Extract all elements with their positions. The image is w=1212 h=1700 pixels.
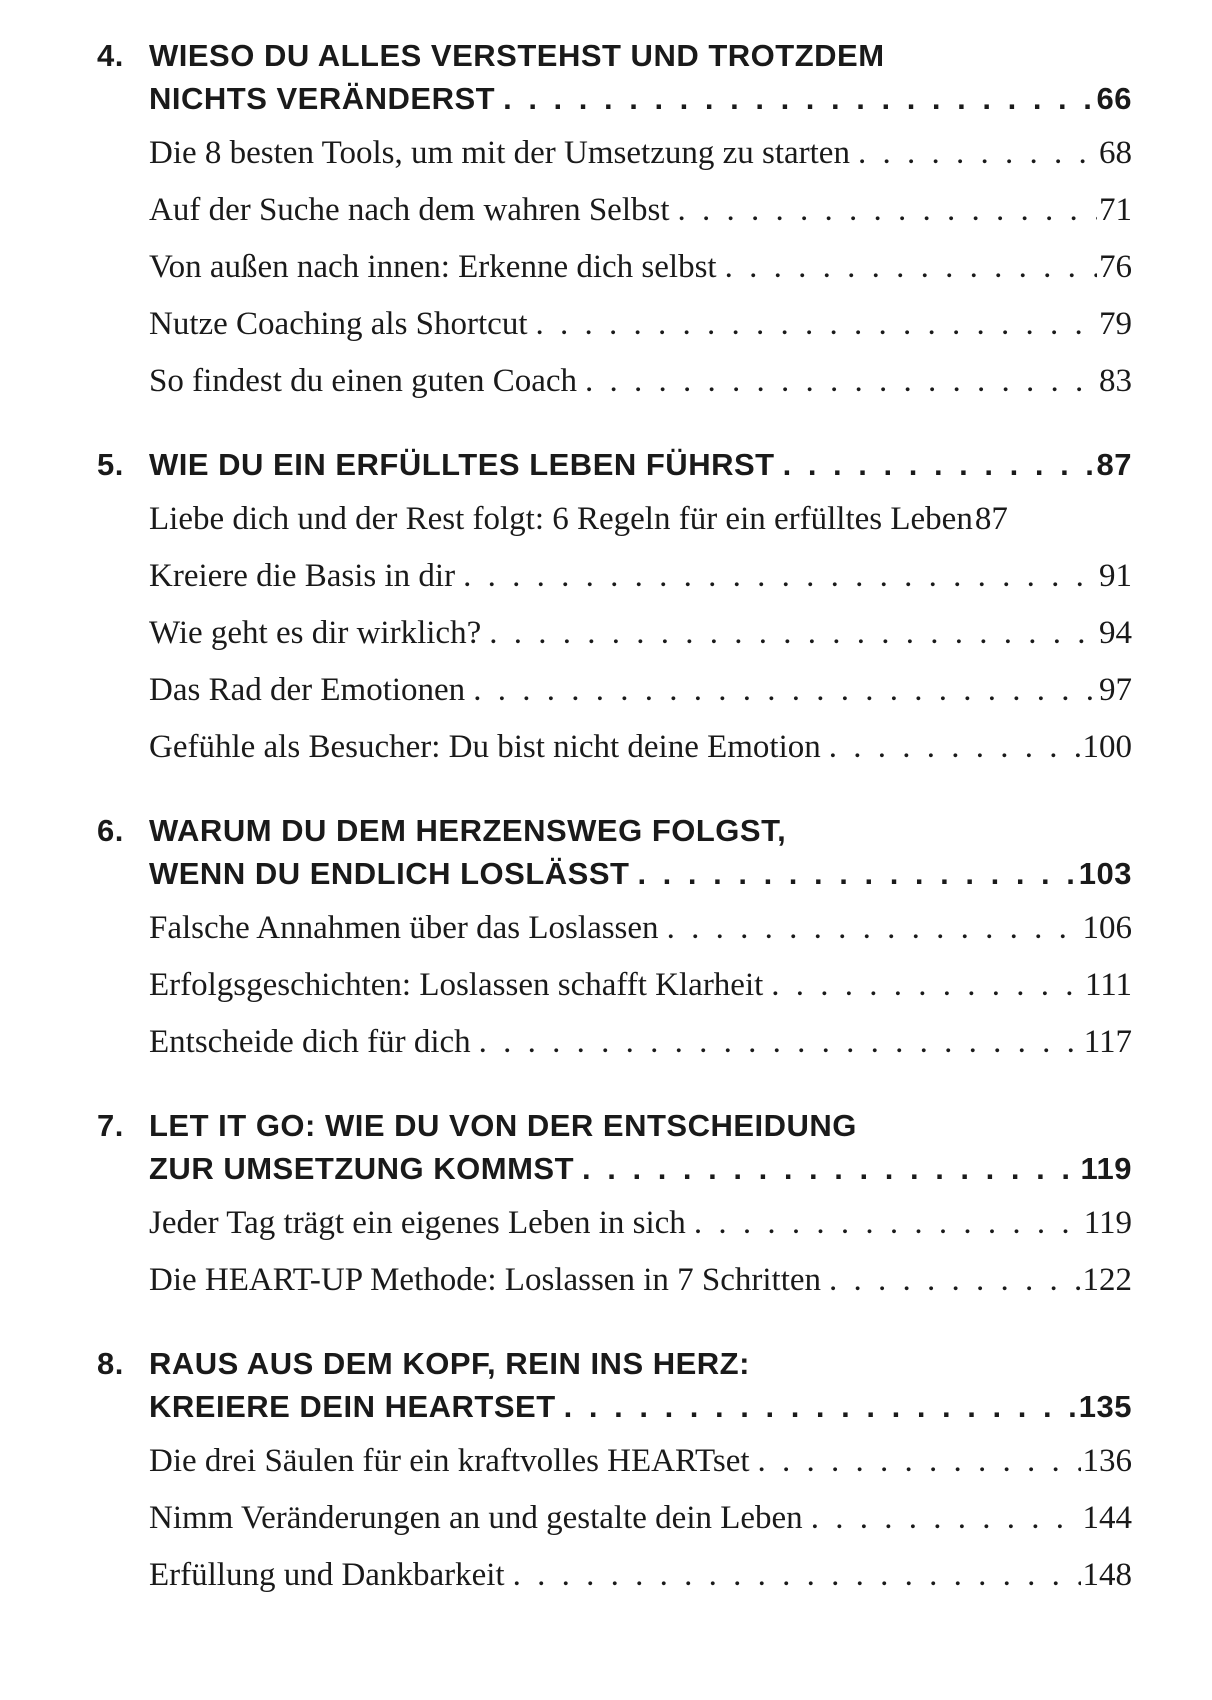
chapter-title-text: WENN DU ENDLICH LOSLÄSST: [149, 856, 630, 891]
chapter-title-text: KREIERE DEIN HEARTSET: [149, 1389, 556, 1424]
entry-title: Die HEART-UP Methode: Loslassen in 7 Schritten: [149, 1262, 822, 1298]
entry-page-number: 122: [1082, 1262, 1132, 1298]
toc-entry: [97, 353, 1132, 410]
dot-leader: [670, 182, 1097, 239]
entry-page-number: 76: [1099, 249, 1132, 285]
entry-page-number: 71: [1099, 192, 1132, 228]
toc-entry: [97, 662, 1132, 719]
chapter-title-line: [149, 1342, 1132, 1385]
chapter-5: [97, 443, 1132, 776]
dot-leader: [775, 443, 1095, 486]
dot-leader: [686, 1195, 1082, 1252]
entry-title: Jeder Tag trägt ein eigenes Leben in sich: [149, 1205, 686, 1241]
chapter-title-text: ZUR UMSETZUNG KOMMST: [149, 1151, 575, 1186]
entry-title: Nimm Veränderungen an und gestalte dein Leben: [149, 1500, 803, 1536]
entry-page-number: 97: [1099, 672, 1132, 708]
dot-leader: [528, 296, 1097, 353]
chapter-title-text: RAUS AUS DEM KOPF, REIN INS HERZ:: [149, 1346, 750, 1381]
chapter-page-number: 66: [1096, 81, 1132, 116]
dot-leader: [471, 1014, 1082, 1071]
entry-page-number: 119: [1083, 1205, 1132, 1241]
chapter-6: [97, 809, 1132, 1071]
entry-title: Liebe dich und der Rest folgt: 6 Regeln für ein erfülltes Leben: [149, 501, 973, 537]
toc-entry: [97, 491, 1132, 548]
entry-title: Wie geht es dir wirklich?: [149, 615, 482, 651]
chapter-title-text: WARUM DU DEM HERZENSWEG FOLGST,: [149, 813, 787, 848]
entry-title: Die drei Säulen für ein kraftvolles HEARTset: [149, 1443, 750, 1479]
chapter-title-line: [149, 443, 1132, 486]
dot-leader: [803, 1490, 1081, 1547]
chapter-title-line: [149, 852, 1132, 895]
entry-title: Falsche Annahmen über das Loslassen: [149, 910, 659, 946]
entry-page-number: 111: [1084, 967, 1132, 1003]
entry-title: So findest du einen guten Coach: [149, 363, 578, 399]
chapter-page-number: 103: [1078, 856, 1132, 891]
toc-entry: [97, 1547, 1132, 1604]
chapter-title-text: LET IT GO: WIE DU VON DER ENTSCHEIDUNG: [149, 1108, 857, 1143]
dot-leader: [717, 239, 1097, 296]
chapter-title-line: [149, 1104, 1132, 1147]
toc-entry: [97, 182, 1132, 239]
toc-entry: [97, 125, 1132, 182]
chapter-heading: [97, 34, 1132, 120]
entry-title: Auf der Suche nach dem wahren Selbst: [149, 192, 670, 228]
entry-title: Erfolgsgeschichten: Loslassen schafft Klarheit: [149, 967, 764, 1003]
toc-entry: [97, 1490, 1132, 1547]
dot-leader: [629, 852, 1076, 895]
toc-entry: [97, 605, 1132, 662]
chapter-heading: [97, 443, 1132, 486]
entry-title: Entscheide dich für dich: [149, 1024, 471, 1060]
chapter-title-line: [149, 77, 1132, 120]
chapter-heading: [97, 1104, 1132, 1190]
dot-leader: [577, 353, 1097, 410]
dot-leader: [821, 719, 1081, 776]
entry-page-number: 83: [1099, 363, 1132, 399]
dot-leader: [455, 548, 1097, 605]
toc-entry: [97, 1433, 1132, 1490]
chapter-page-number: 119: [1080, 1151, 1132, 1186]
chapter-number: 8.: [97, 1346, 124, 1381]
chapter-number: 5.: [97, 447, 124, 482]
chapter-title-text: WIE DU EIN ERFÜLLTES LEBEN FÜHRST: [149, 447, 775, 482]
dot-leader: [763, 957, 1083, 1014]
toc-entry: [97, 1252, 1132, 1309]
toc-entry: [97, 957, 1132, 1014]
entry-title: Das Rad der Emotionen: [149, 672, 466, 708]
entry-page-number: 148: [1082, 1557, 1132, 1593]
chapter-number: 4.: [97, 38, 124, 73]
chapter-8: [97, 1342, 1132, 1604]
chapter-page-number: 87: [1096, 447, 1132, 482]
chapter-4: [97, 34, 1132, 410]
toc-entry: [97, 1195, 1132, 1252]
entry-page-number: 136: [1082, 1443, 1132, 1479]
chapter-title-line: [149, 1147, 1132, 1190]
entry-title: Kreiere die Basis in dir: [149, 558, 456, 594]
toc-entry: [97, 719, 1132, 776]
toc-entry: [97, 548, 1132, 605]
dot-leader: [556, 1385, 1077, 1428]
dot-leader: [505, 1547, 1081, 1604]
dot-leader: [750, 1433, 1081, 1490]
toc-entry: [97, 900, 1132, 957]
chapter-7: [97, 1104, 1132, 1309]
toc-entry: [97, 239, 1132, 296]
entry-title: Gefühle als Besucher: Du bist nicht deine Emotion: [149, 729, 821, 765]
chapter-title-line: [149, 1385, 1132, 1428]
entry-page-number: 100: [1082, 729, 1132, 765]
dot-leader: [495, 77, 1094, 120]
entry-page-number: 144: [1082, 1500, 1132, 1536]
chapter-number: 7.: [97, 1108, 124, 1143]
dot-leader: [659, 900, 1081, 957]
chapter-title-text: WIESO DU ALLES VERSTEHST UND TROTZDEM: [149, 38, 885, 73]
chapter-page-number: 135: [1078, 1389, 1132, 1424]
dot-leader: [821, 1252, 1080, 1309]
toc-entry: [97, 296, 1132, 353]
dot-leader: [574, 1147, 1078, 1190]
chapter-number: 6.: [97, 813, 124, 848]
entry-page-number: 91: [1099, 558, 1132, 594]
chapter-title-text: NICHTS VERÄNDERST: [149, 81, 496, 116]
entry-title: Die 8 besten Tools, um mit der Umsetzung zu starten: [149, 135, 850, 171]
dot-leader: [465, 662, 1097, 719]
chapter-title-line: [149, 809, 1132, 852]
entry-title: Von außen nach innen: Erkenne dich selbst: [149, 249, 717, 285]
chapter-heading: [97, 1342, 1132, 1428]
chapter-heading: [97, 809, 1132, 895]
entry-page-number: 87: [974, 501, 1008, 537]
dot-leader: [481, 605, 1097, 662]
entry-page-number: 79: [1099, 306, 1132, 342]
dot-leader: [850, 125, 1097, 182]
entry-title: Erfüllung und Dankbarkeit: [149, 1557, 505, 1593]
entry-page-number: 106: [1082, 910, 1132, 946]
toc-entry: [97, 1014, 1132, 1071]
entry-page-number: 94: [1099, 615, 1132, 651]
entry-page-number: 68: [1099, 135, 1132, 171]
entry-page-number: 117: [1083, 1024, 1132, 1060]
entry-title: Nutze Coaching als Shortcut: [149, 306, 528, 342]
chapter-title-line: [149, 34, 1132, 77]
